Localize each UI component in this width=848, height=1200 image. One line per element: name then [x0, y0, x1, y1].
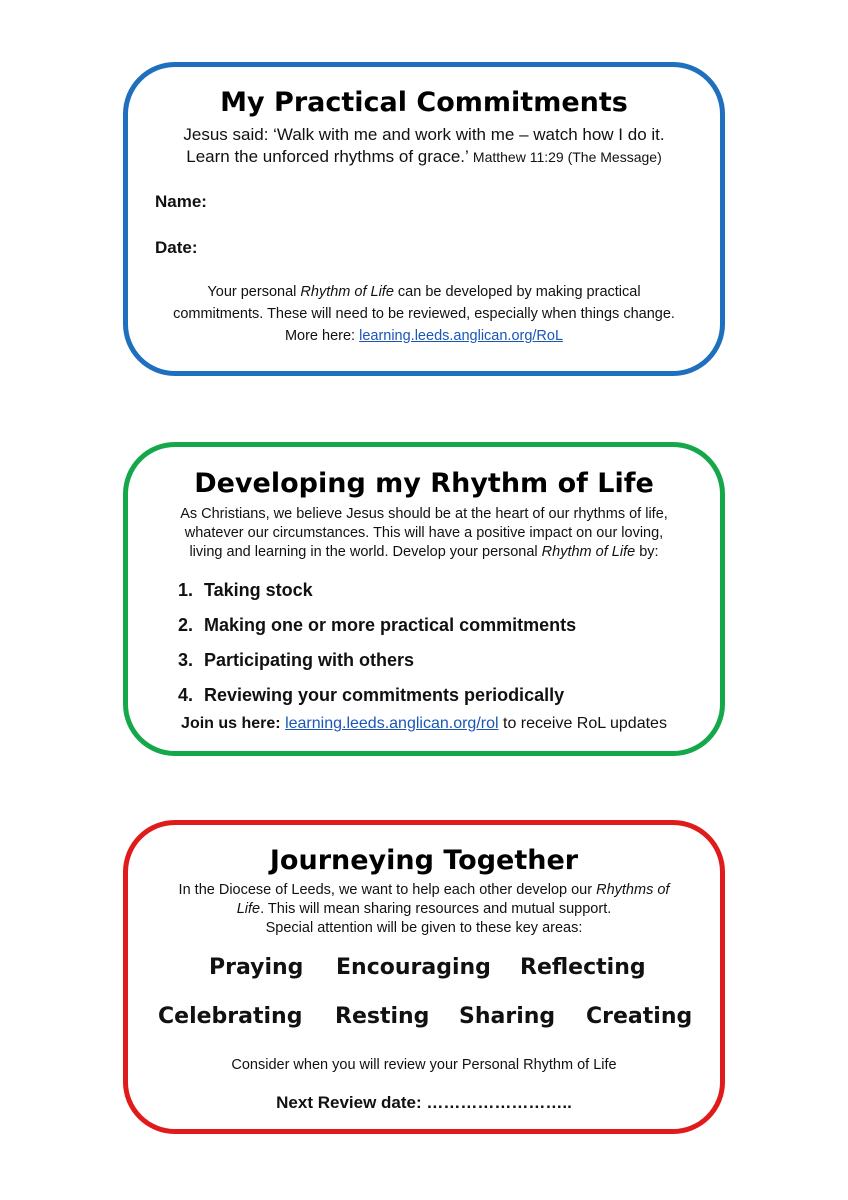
journeying-card — [123, 820, 725, 1134]
description-text: can be developed by making practical — [393, 284, 641, 300]
journeying-title: Journeying Together — [269, 845, 579, 876]
area-encouraging: Encouraging — [336, 955, 491, 980]
description-line-2: commitments. These will need to be reviewed, especially when things change. — [173, 306, 675, 322]
intro-line-1: As Christians, we believe Jesus should be at the heart of our rhythms of life, — [180, 506, 668, 522]
area-reflecting: Reflecting — [520, 955, 646, 980]
rhythm-of-life-emphasis: Rhythm of Life — [541, 544, 636, 560]
review-prompt: Consider when you will review your Personal Rhythm of Life — [231, 1057, 617, 1073]
step-label: Participating with others — [204, 650, 415, 670]
step-number: 4. — [178, 685, 194, 705]
steps-list — [178, 573, 576, 713]
name-label: Name: — [155, 192, 207, 211]
intro-line-2 — [128, 900, 720, 919]
area-celebrating: Celebrating — [158, 1004, 303, 1029]
step-number: 3. — [178, 650, 194, 670]
description-line-1 — [128, 281, 720, 303]
more-here-label: More here: — [284, 328, 360, 344]
life-emphasis: Life — [236, 901, 261, 917]
intro-text: In the Diocese of Leeds, we want to help each other develop our — [178, 882, 597, 898]
intro-text: living and learning in the world. Develop your personal — [189, 544, 542, 560]
join-label: Join us here: — [181, 715, 286, 732]
rhythm-description — [128, 281, 720, 347]
rhythms-emphasis: Rhythms of — [596, 882, 670, 898]
list-item — [178, 643, 576, 678]
rhythm-of-life-emphasis: Rhythm of Life — [300, 284, 394, 300]
quote-line-2 — [128, 146, 720, 168]
scripture-quote — [128, 124, 720, 168]
intro-text: by: — [635, 544, 659, 560]
intro-line-3 — [128, 543, 720, 562]
step-label: Taking stock — [204, 580, 313, 600]
intro-text: . This will mean sharing resources and mutual support. — [260, 901, 612, 917]
join-suffix: to receive RoL updates — [498, 715, 667, 732]
list-item — [178, 678, 576, 713]
area-sharing: Sharing — [459, 1004, 556, 1029]
developing-title: Developing my Rhythm of Life — [194, 468, 654, 499]
developing-intro — [128, 505, 720, 562]
area-resting: Resting — [335, 1004, 430, 1029]
commitments-title: My Practical Commitments — [220, 87, 628, 118]
intro-line-3: Special attention will be given to these key areas: — [265, 920, 583, 936]
description-text: Your personal — [207, 284, 301, 300]
list-item — [178, 608, 576, 643]
more-here-line — [128, 325, 720, 347]
intro-line-2: whatever our circumstances. This will have a positive impact on our loving, — [184, 525, 664, 541]
join-line — [128, 715, 720, 733]
step-number: 1. — [178, 580, 194, 600]
quote-line-1: Jesus said: ‘Walk with me and work with me – watch how I do it. — [183, 125, 665, 144]
developing-card — [123, 442, 725, 756]
quote-reference: Matthew 11:29 (The Message) — [472, 149, 662, 165]
area-creating: Creating — [586, 1004, 693, 1029]
area-praying: Praying — [209, 955, 304, 980]
journeying-intro — [128, 881, 720, 938]
intro-line-1 — [128, 881, 720, 900]
step-number: 2. — [178, 615, 194, 635]
step-label: Reviewing your commitments periodically — [204, 685, 565, 705]
rol-signup-link[interactable]: learning.leeds.anglican.org/rol — [285, 715, 499, 732]
list-item — [178, 573, 576, 608]
quote-text: Learn the unforced rhythms of grace.’ — [186, 147, 469, 166]
commitments-card — [123, 62, 725, 376]
rol-link[interactable]: learning.leeds.anglican.org/RoL — [359, 328, 564, 344]
next-review-date: Next Review date: …………………….. — [276, 1093, 572, 1112]
step-label: Making one or more practical commitments — [204, 615, 577, 635]
date-label: Date: — [155, 238, 198, 257]
